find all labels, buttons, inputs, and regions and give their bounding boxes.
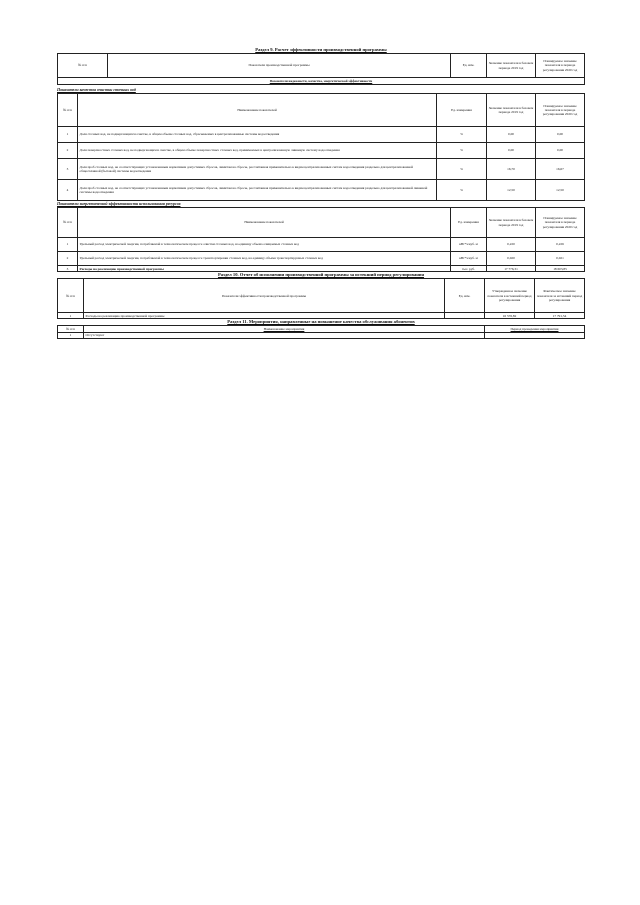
row-plan: 18 603,85 xyxy=(536,266,585,272)
energy-name-header: Наименование показателей xyxy=(78,208,451,238)
row-unit: кВт*ч/куб. м xyxy=(451,252,487,266)
s10-name-header: Показатели эффективности производственной программы xyxy=(84,279,445,313)
row-plan: 16 576,82 xyxy=(485,313,535,319)
row-text: Доля проб сточных вод, не соответствующих установленным нормативам допустимых сбросов, лимитам на сбросы, рассчитанная применительно к видам централизованных систем водоотведения раздельно для централизованной ливневой системы водоотведения xyxy=(78,180,437,201)
row-text: Удельный расход электрической энергии, потребляемой в технологическом процессе транспортировки сточных вод, на единицу объема транспортируемых сточных вод xyxy=(78,252,451,266)
row-base: 16,70 xyxy=(487,159,536,180)
col-base-header: Значение показателя в базовом периоде 2019 год xyxy=(487,54,536,78)
quality-table xyxy=(57,93,585,201)
section-11-title: Раздел 11. Мероприятия, направленные на повышение качества обслуживания абонентов xyxy=(227,319,415,325)
energy-table xyxy=(57,207,585,272)
row-plan: 12,50 xyxy=(536,180,585,201)
row-unit xyxy=(445,313,485,319)
row-num: 2 xyxy=(58,252,78,266)
row-text: Расходы на реализацию производственной программы xyxy=(84,313,445,319)
s11-name-header: Наименование мероприятия xyxy=(84,326,485,332)
row-num: 2 xyxy=(58,143,78,159)
row-base: 17 776,31 xyxy=(487,266,536,272)
row-plan: 0,00 xyxy=(536,127,585,143)
table-row xyxy=(58,313,585,319)
energy-base-header: Значение показателя в базовом периоде 2019 год xyxy=(487,208,536,238)
section-9-title: Раздел 9. Расчет эффективности производственной программы xyxy=(255,47,387,52)
table-row xyxy=(58,252,585,266)
row-unit: % xyxy=(437,180,487,201)
quality-base-header: Значение показателя в базовом периоде 2019 год xyxy=(487,94,536,127)
row-num: 1 xyxy=(58,332,84,338)
section-9-header-table xyxy=(57,53,585,85)
energy-num-header: № п/п xyxy=(58,208,78,238)
section-11-table xyxy=(57,325,585,338)
s10-fact-header: Фактическое значение показателя за истекший период регулирования xyxy=(535,279,585,313)
table-row xyxy=(58,180,585,201)
row-unit: кВт*ч/куб. м xyxy=(451,238,487,252)
row-base: 0,00 xyxy=(487,127,536,143)
row-unit: тыс. руб. xyxy=(451,266,487,272)
col-name-header: Показатели производственной программы xyxy=(108,54,451,78)
row-num: 3 xyxy=(58,159,78,180)
row-base: 0,020 xyxy=(487,252,536,266)
energy-unit-header: Ед. измерения xyxy=(451,208,487,238)
row-text: Доля сточных вод, не подвергающихся очистке, в общем объеме сточных вод, сбрасываемых в централизованные системы водоотведения xyxy=(78,127,437,143)
s10-num-header: № п/п xyxy=(58,279,84,313)
row-plan: 16,67 xyxy=(536,159,585,180)
row-base: 0,220 xyxy=(487,238,536,252)
section-10-title: Раздел 10. Отчет об исполнении производственной программы за истекший период регулирования xyxy=(217,272,425,278)
row-num: 3 xyxy=(58,266,78,272)
row-period xyxy=(485,332,585,338)
row-unit: % xyxy=(437,159,487,180)
quality-name-header: Наименование показателей xyxy=(78,94,437,127)
section-10-table xyxy=(57,278,585,319)
row-unit: % xyxy=(437,127,487,143)
reliability-row: Показатели надежности, качества, энергетической эффективности xyxy=(58,78,585,85)
row-num: 1 xyxy=(58,238,78,252)
table-row xyxy=(58,127,585,143)
s10-unit-header: Ед. изм. xyxy=(445,279,485,313)
table-row xyxy=(58,238,585,252)
row-text: Доля проб сточных вод, не соответствующих установленным нормативам допустимых сбросов, лимитам на сбросы, рассчитанная применительно к видам централизованных систем водоотведения раздельно для централизованной общесплавной (бытовой) системы водоотведения xyxy=(78,159,437,180)
row-num: 1 xyxy=(58,127,78,143)
s10-plan-header: Утвержденное значение показателя в истекший период регулирования xyxy=(485,279,535,313)
quality-num-header: № п/п xyxy=(58,94,78,127)
quality-plan-header: Планируемое значение показателя в периоде регулирования 2020 год xyxy=(536,94,585,127)
row-plan: 0,021 xyxy=(536,252,585,266)
row-num: 1 xyxy=(58,313,84,319)
energy-subtitle: Показатели энергетической эффективности использования ресурсов xyxy=(57,201,181,206)
row-num: 4 xyxy=(58,180,78,201)
col-num-header: № п/п xyxy=(58,54,108,78)
document-page xyxy=(57,47,585,339)
s11-num-header: № п/п xyxy=(58,326,84,332)
row-text: Удельный расход электрической энергии, потребляемой в технологическом процессе очистки сточных вод, на единицу объема очищаемых сточных вод xyxy=(78,238,451,252)
row-unit: % xyxy=(437,143,487,159)
row-text: Расходы на реализацию производственной программы xyxy=(78,266,451,272)
table-row xyxy=(58,159,585,180)
table-row xyxy=(58,266,585,272)
col-unit-header: Ед. изм. xyxy=(451,54,487,78)
row-fact: 17 791,54 xyxy=(535,313,585,319)
table-row xyxy=(58,332,585,338)
energy-plan-header: Планируемое значение показателя в периоде регулирования 2020 год xyxy=(536,208,585,238)
s11-period-header: Период проведения мероприятия xyxy=(485,326,585,332)
quality-subtitle: Показатели качества очистки сточных вод xyxy=(57,87,136,92)
row-text: Доля поверхностных сточных вод, не подвергающихся очистке, в общем объеме поверхностных сточных вод, принимаемых в централизованную ливневую систему водоотведения xyxy=(78,143,437,159)
table-row xyxy=(58,143,585,159)
col-plan-header: Планируемое значение показателя в периоде регулирования 2020 год xyxy=(536,54,585,78)
row-plan: 0,00 xyxy=(536,143,585,159)
row-base: 12,50 xyxy=(487,180,536,201)
quality-unit-header: Ед. измерения xyxy=(437,94,487,127)
row-text: Отсутствуют xyxy=(84,332,485,338)
row-plan: 0,226 xyxy=(536,238,585,252)
row-base: 0,00 xyxy=(487,143,536,159)
